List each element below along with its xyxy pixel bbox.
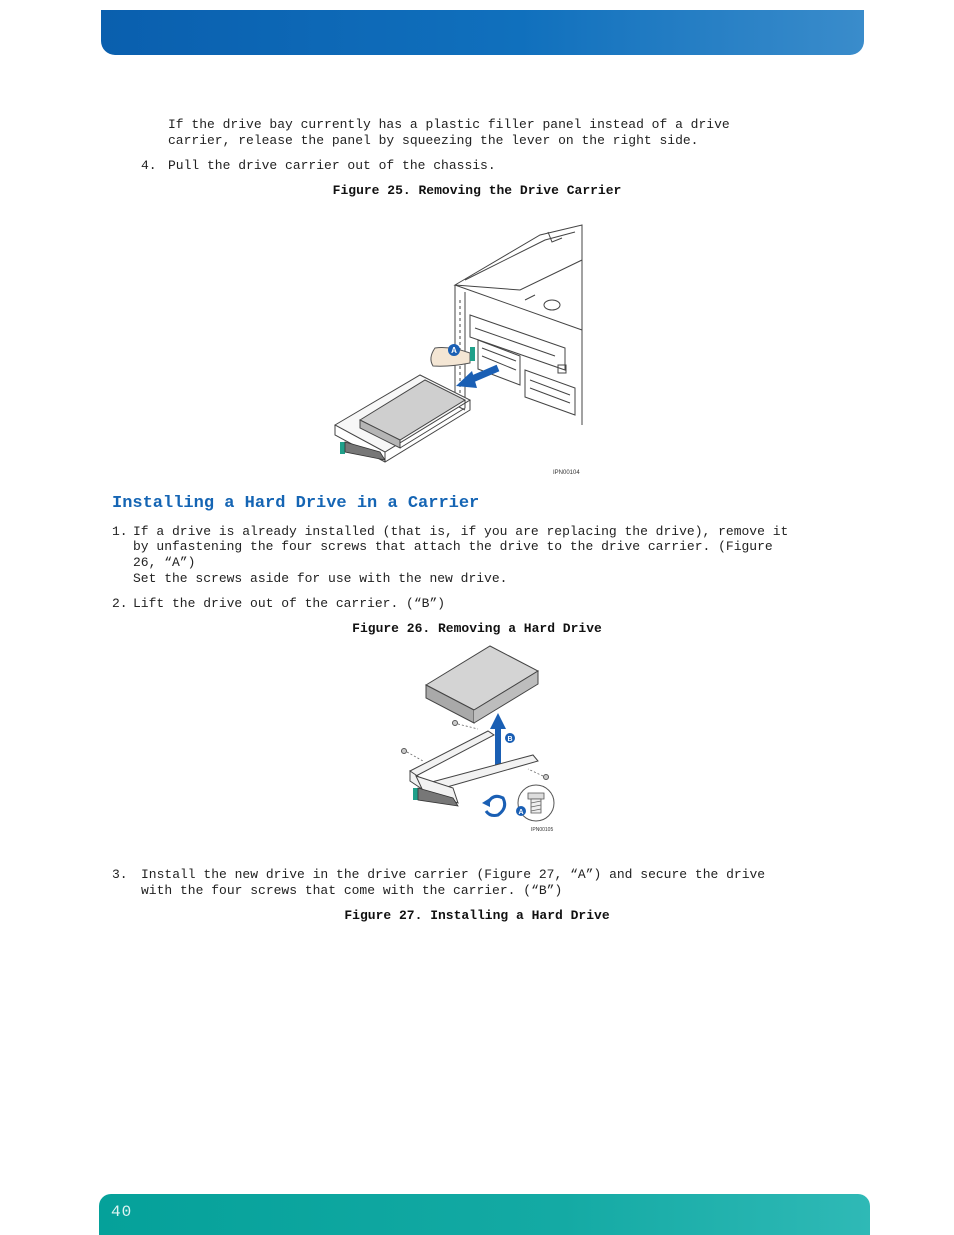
step-1-line-4: Set the screws aside for use with the new drive. bbox=[133, 571, 508, 586]
rotate-arrow-icon bbox=[482, 798, 490, 807]
figure-25-caption: Figure 25. Removing the Drive Carrier bbox=[332, 183, 622, 198]
figure-25-callout-a: A bbox=[451, 346, 457, 355]
step-1-line-2: by unfastening the four screws that attach the drive to the drive carrier. (Figure bbox=[133, 539, 773, 554]
step-3-line-2: with the four screws that come with the carrier. (“B”) bbox=[141, 883, 563, 898]
intro-line-1: If the drive bay currently has a plastic filler panel instead of a drive bbox=[168, 117, 730, 132]
step-1-line-1: If a drive is already installed (that is, if you are replacing the drive), remove it bbox=[133, 524, 789, 539]
section-heading: Installing a Hard Drive in a Carrier bbox=[112, 494, 480, 513]
figure-26-code: IPN00105 bbox=[531, 827, 554, 833]
footer-bar bbox=[99, 1194, 870, 1235]
figure-26-caption: Figure 26. Removing a Hard Drive bbox=[352, 621, 602, 636]
step-3-line-1: Install the new drive in the drive carrier (Figure 27, “A”) and secure the drive bbox=[141, 867, 766, 882]
header-bar bbox=[101, 10, 864, 55]
figure-27-caption: Figure 27. Installing a Hard Drive bbox=[344, 908, 610, 923]
figure-26-removing-hard-drive bbox=[398, 643, 558, 838]
step-1-number: 1. bbox=[112, 524, 128, 539]
step-2-number: 2. bbox=[112, 596, 128, 611]
intro-line-2: carrier, release the panel by squeezing the lever on the right side. bbox=[168, 133, 699, 148]
figure-26-callout-b: B bbox=[507, 736, 513, 743]
figure-26-callout-a: A bbox=[518, 809, 524, 816]
pull-arrow-icon bbox=[456, 371, 477, 388]
step-4-number: 4. bbox=[141, 158, 157, 173]
step-4-text: Pull the drive carrier out of the chassis. bbox=[168, 158, 496, 173]
figure-25-removing-drive-carrier bbox=[330, 220, 590, 480]
lift-arrow-icon bbox=[490, 713, 506, 729]
step-2-text: Lift the drive out of the carrier. (“B”) bbox=[133, 596, 446, 611]
page-number: 40 bbox=[111, 1203, 133, 1221]
step-3-number: 3. bbox=[112, 867, 128, 882]
figure-25-code: IPN00104 bbox=[553, 470, 580, 476]
step-1-line-3: 26, “A”) bbox=[133, 555, 196, 570]
